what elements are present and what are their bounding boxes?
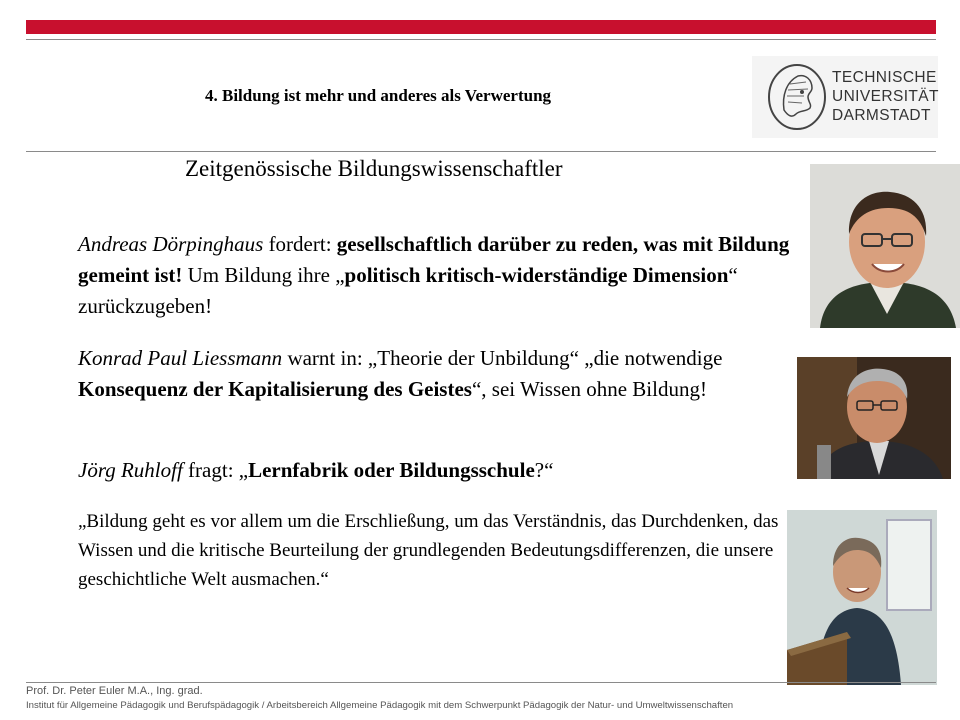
slide-section-title: 4. Bildung ist mehr und anderes als Verwertung — [205, 86, 552, 105]
person-name: Andreas Dörpinghaus — [78, 232, 264, 256]
paragraph-doerpinghaus: Andreas Dörpinghaus fordert: gesellschaftlich darüber zu reden, was mit Bildung gemeint ist! Um Bildung ihre „politisch kritisch-widerständige Dimension“ zurückzugeben! — [78, 232, 790, 318]
emphasis: Konsequenz der Kapitalisierung des Geistes — [78, 377, 472, 401]
paragraph-ruhloff: Jörg Ruhloff fragt: „Lernfabrik oder Bildungsschule?“ — [78, 458, 554, 482]
logo-wordmark: TECHNISCHE UNIVERSITÄT DARMSTADT — [832, 69, 939, 124]
emphasis: politisch kritisch-widerständige Dimension — [344, 263, 729, 287]
ruhloff-quote: „Bildung geht es vor allem um die Erschließung, um das Verständnis, das Durchdenken, das Wissen und die kritische Beurteilung der grundlegenden Bedeutungsdifferenzen, die unsere geschichtliche Welt ausmachen.“ — [78, 511, 779, 590]
emphasis: gesellschaftlich darüber zu reden, was mit Bildung gemeint ist! — [78, 232, 790, 287]
portrait-liessmann — [797, 357, 951, 479]
portrait-ruhloff — [787, 510, 937, 685]
footer-divider — [26, 682, 936, 683]
footer-author: Prof. Dr. Peter Euler M.A., Ing. grad. — [26, 685, 203, 697]
person-name: Jörg Ruhloff — [78, 458, 183, 482]
footer-institute: Institut für Allgemeine Pädagogik und Berufspädagogik / Arbeitsbereich Allgemeine Pädagogik mit dem Schwerpunkt Pädagogik der Natur- und Umweltwissenschaften — [26, 700, 734, 711]
emphasis: Lernfabrik oder Bildungsschule — [248, 458, 535, 482]
portrait-doerpinghaus — [810, 164, 960, 328]
top-divider — [26, 39, 936, 40]
top-accent-bar — [26, 20, 936, 34]
university-logo — [752, 56, 938, 138]
athena-seal-icon — [766, 62, 828, 132]
header-divider — [26, 151, 936, 152]
person-name: Konrad Paul Liessmann — [78, 346, 283, 370]
slide-subtitle: Zeitgenössische Bildungswissenschaftler — [185, 156, 563, 181]
paragraph-liessmann: Konrad Paul Liessmann warnt in: „Theorie der Unbildung“ „die notwendige Konsequenz der Kapitalisierung des Geistes“, sei Wissen ohne Bildung! — [78, 346, 723, 401]
